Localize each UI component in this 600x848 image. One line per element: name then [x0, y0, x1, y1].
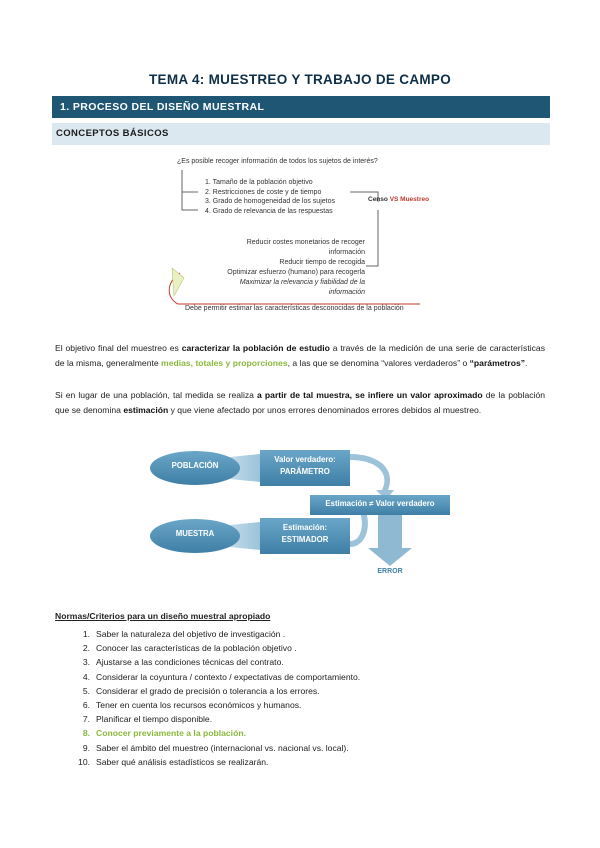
muestreo-label: Muestreo: [400, 196, 430, 203]
curved-arrow: [350, 510, 365, 544]
parametro-text: [260, 454, 350, 478]
criteria-title: Normas/Criterios para un diseño muestral apropiado: [55, 611, 271, 621]
compare-label: Estimación ≠ Valor verdadero: [325, 499, 435, 508]
section-heading: 1. PROCESO DEL DISEÑO MUESTRAL: [52, 96, 550, 118]
item-number: 10.: [78, 756, 90, 767]
page-title: TEMA 4: MUESTREO Y TRABAJO DE CAMPO: [148, 72, 452, 87]
criteria-item: [72, 755, 360, 769]
text-run: .: [525, 358, 528, 368]
item-text: Conocer previamente a la población.: [96, 728, 246, 739]
benefit-item: Reducir costes monetarios de recoger información: [246, 239, 365, 256]
estimation-diagram: [150, 444, 450, 584]
factor-list: [205, 178, 335, 216]
benefit-item: Reducir tiempo de recogida: [279, 259, 365, 266]
item-number: 3.: [82, 657, 90, 668]
muestra-label: MUESTRA: [175, 529, 215, 538]
figure-question: ¿Es posible recoger información de todos los sujetos de interés?: [177, 158, 378, 165]
criteria-item: [72, 627, 360, 641]
parametro-line: PARÁMETRO: [280, 467, 330, 476]
poblacion-label: POBLACIÓN: [171, 461, 219, 470]
item-text: Saber la naturaleza del objetivo de investigación .: [96, 629, 286, 639]
text-run: Si en lugar de una población, tal medida se realiza: [55, 390, 258, 400]
criteria-item: [72, 741, 360, 755]
criteria-item: [72, 698, 360, 712]
criteria-item: [72, 641, 360, 655]
error-arrow: [368, 515, 412, 566]
item-number: 9.: [82, 742, 90, 753]
censo-label: Censo: [368, 196, 388, 203]
paragraph-estimation: [55, 388, 545, 418]
text-run: El objetivo final del muestreo es: [55, 343, 182, 353]
criteria-item-highlighted: [72, 726, 360, 740]
text-run: y que viene afectado por unos errores denominados errores debidos al muestreo.: [168, 405, 482, 415]
benefits-list: [215, 238, 365, 298]
item-text: Considerar la coyuntura / contexto / expectativas de comportamiento.: [96, 671, 361, 682]
vs-label: VS: [389, 196, 399, 203]
item-number: 4.: [82, 671, 90, 682]
item-number: 8.: [82, 728, 90, 739]
item-number: 6.: [82, 700, 90, 711]
bold-run: a partir de tal muestra, se infiere un valor aproximado: [257, 390, 483, 400]
item-number: 5.: [82, 685, 90, 696]
criteria-item: [72, 684, 360, 698]
estimador-text: [260, 522, 350, 546]
item-number: 2.: [82, 643, 90, 654]
criteria-list: [72, 627, 360, 769]
bold-run: estimación: [123, 405, 169, 415]
item-text: Conocer las características de la población objetivo .: [96, 643, 297, 654]
text-run: de la población que se denomina: [55, 390, 546, 415]
item-text: Ajustarse a las condiciones técnicas del contrato.: [96, 657, 284, 668]
paragraph-objective: [55, 341, 545, 371]
estimador-line: ESTIMADOR: [281, 535, 329, 544]
factor-item: 2. Restricciones de coste y de tiempo: [205, 188, 322, 196]
census-vs-sample-figure: [160, 150, 440, 320]
item-number: 7.: [82, 714, 90, 725]
curved-arrow: [350, 454, 394, 500]
item-number: 1.: [82, 629, 90, 639]
estimador-line: Estimación:: [282, 523, 328, 532]
bold-run: “parámetros”: [469, 358, 526, 368]
parametro-line: Valor verdadero:: [274, 455, 336, 464]
criteria-item: [72, 670, 360, 684]
item-text: Tener en cuenta los recursos económicos y humanos.: [96, 700, 302, 711]
item-text: Planificar el tiempo disponible.: [96, 714, 213, 725]
figure-conclusion: Debe permitir estimar las características desconocidas de la población: [185, 305, 404, 312]
benefit-item: Optimizar esfuerzo (humano) para recogerla: [227, 269, 365, 276]
text-run: a través de la medición de una serie de características de la misma, generalmente: [55, 343, 545, 368]
criteria-item: [72, 655, 360, 669]
item-text: Considerar el grado de precisión o tolerancia a los errores.: [96, 685, 320, 696]
item-text: Saber qué análisis estadísticos se realizarán.: [96, 756, 269, 767]
item-text: Saber el ámbito del muestreo (internacional vs. nacional vs. local).: [96, 742, 349, 753]
factor-item: 3. Grado de homogeneidad de los sujetos: [205, 198, 335, 205]
highlight-run: medias, totales y proporciones: [161, 358, 288, 368]
error-label: ERROR: [377, 568, 403, 575]
criteria-item: [72, 712, 360, 726]
bold-run: caracterizar la población de estudio: [181, 343, 330, 353]
benefit-item: Maximizar la relevancia y fiabilidad de la información: [239, 279, 365, 296]
text-run: , a las que se denomina “valores verdaderos” o: [287, 358, 470, 368]
factor-item: 4. Grado de relevancia de las respuestas: [205, 207, 333, 215]
subsection-heading: CONCEPTOS BÁSICOS: [52, 123, 550, 145]
censo-vs-muestreo: [368, 196, 429, 203]
factor-item: 1. Tamaño de la población objetivo: [205, 179, 313, 186]
